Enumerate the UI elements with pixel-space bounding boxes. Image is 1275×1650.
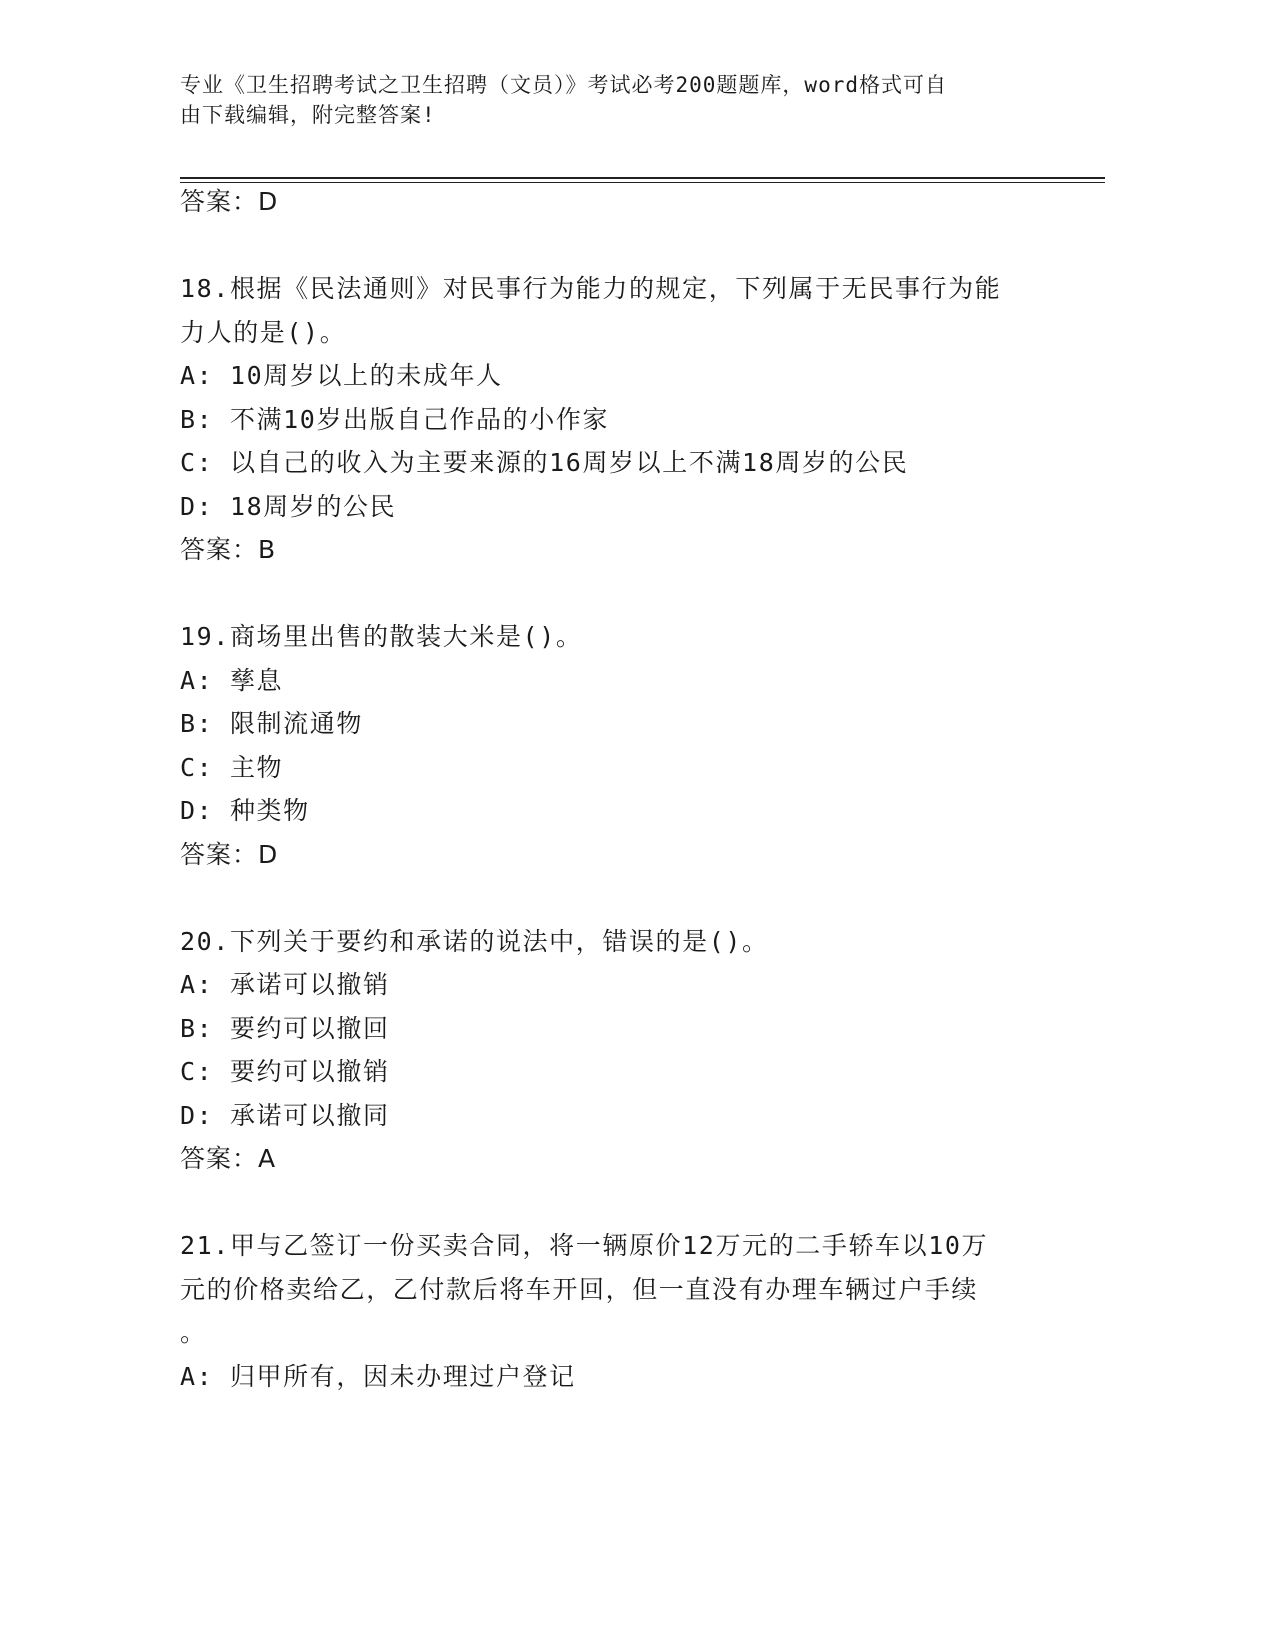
- question-21-stem-line-3: 。: [180, 1318, 207, 1347]
- question-19-option-b: B: 限制流通物: [180, 709, 363, 738]
- answer-17: 答案：D: [180, 187, 279, 216]
- question-19-option-c: C: 主物: [180, 752, 284, 782]
- question-18-option-b: B: 不满10岁出版自己作品的小作家: [180, 404, 610, 434]
- question-21-stem-line-1: 21.甲与乙签订一份买卖合同，将一辆原价12万元的二手轿车以10万: [180, 1231, 989, 1260]
- question-18-stem-line-1: 18.根据《民法通则》对民事行为能力的规定，下列属于无民事行为能: [180, 274, 1002, 303]
- question-20-option-b: B: 要约可以撤回: [180, 1013, 390, 1043]
- question-18-option-c: C: 以自己的收入为主要来源的16周岁以上不满18周岁的公民: [180, 448, 909, 477]
- header-line-2: 由下载编辑，附完整答案!: [180, 103, 436, 127]
- document-header: [180, 70, 1040, 130]
- question-20: [180, 920, 1040, 1181]
- question-18: [180, 267, 1040, 572]
- spacer: [180, 224, 1040, 268]
- question-21: [180, 1224, 1040, 1398]
- question-18-answer: 答案：B: [180, 535, 277, 564]
- question-18-option-a: A: 10周岁以上的未成年人: [180, 361, 503, 390]
- header-rule-thick: [180, 177, 1105, 179]
- document-body: [180, 180, 1040, 1398]
- question-20-option-c: C: 要约可以撤销: [180, 1057, 390, 1086]
- header-line-1: 专业《卫生招聘考试之卫生招聘（文员）》考试必考200题题库，word格式可自: [180, 73, 947, 97]
- question-18-stem-line-2: 力人的是()。: [180, 317, 347, 347]
- question-19-stem-line-1: 19.商场里出售的散装大米是()。: [180, 622, 583, 651]
- question-19-option-a: A: 孳息: [180, 665, 284, 695]
- question-21-stem-line-2: 元的价格卖给乙，乙付款后将车开回，但一直没有办理车辆过户手续: [180, 1274, 979, 1304]
- question-20-option-d: D: 承诺可以撤同: [180, 1100, 390, 1130]
- question-21-option-a: A: 归甲所有，因未办理过户登记: [180, 1361, 576, 1391]
- question-20-stem-line-1: 20.下列关于要约和承诺的说法中，错误的是()。: [180, 926, 769, 956]
- spacer: [180, 1181, 1040, 1225]
- question-20-option-a: A: 承诺可以撤销: [180, 970, 390, 999]
- question-19-option-d: D: 种类物: [180, 796, 310, 825]
- question-19-answer: 答案：D: [180, 839, 279, 869]
- spacer: [180, 876, 1040, 920]
- spacer: [180, 572, 1040, 616]
- question-18-option-d: D: 18周岁的公民: [180, 491, 397, 521]
- question-19: [180, 615, 1040, 876]
- question-20-answer: 答案：A: [180, 1144, 277, 1173]
